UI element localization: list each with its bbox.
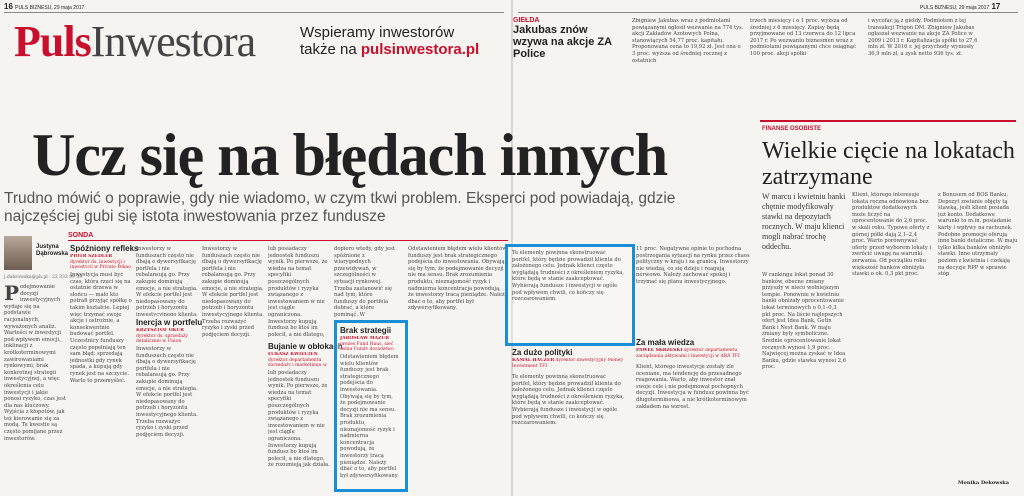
text-bujanie: lub posiadaczy jednostek funduszu wynik. Po pierwsze, że wiedza na temat specyfiki poszczególnych produktów i ryzyka związanego z inwestowaniem w nie jest ciągle ograniczona. Inwestorzy kupują fundusz bo ktoś im polecił, a nie dlatego, że rozumieją jak działa.	[268, 370, 330, 469]
text-spozniony: Inwestycja musi być czas, która rzuci się na ostatnie drzewa w słońcu — mało kto potrafi przyjąć spółkę o takim kształcie. Lepiej więc trzymać swoje akcje i ostrożnie, a konsekwentnie budować portfel. Uczestnicy funduszy często popełniają ten sam błąd: sprzedają jednostki gdy rynek spada, a kupują gdy rynek jest na szczycie. Warto to przemyśleć.	[70, 272, 132, 384]
tagline: Wspieramy inwestorów także na pulsinwestora.pl	[300, 24, 480, 58]
section-title-bujanie: Bujanie w obłokach	[268, 342, 343, 351]
right-article-rule	[760, 120, 1016, 122]
section-title-inercja: Inercja w portfelu	[136, 318, 203, 327]
right-article-col3: z Bonusem od BOS Banku. Depozyt zostanie objęty tą stawką, jeśli klient posiada już konto. Dodatkowe warunki to m.in. posiadanie karty i wpływy na rachunek. Podobne promocje oferują inne banki detaliczne. W maju tylko kilka banków obniżyło stawki. Inne utrzymały poziom z kwietnia i czekają na decyzje RPP w sprawie stóp.	[938, 192, 1018, 278]
right-article-signature: Monika Dekowska	[958, 480, 1009, 486]
left-header-rule	[4, 12, 504, 13]
gielda-teaser: GIEŁDA Jakubas znów wzywa na akcje ZA Police	[513, 17, 625, 60]
left-page-number: 16 PULS BIZNESU, 29 maja 2017	[4, 2, 85, 11]
gielda-title: Jakubas znów wzywa na akcje ZA Police	[513, 24, 612, 60]
main-lead: Trudno mówić o poprawie, gdy nie wiadomo, w czym tkwi problem. Eksperci pod powiadają, gdzie najczęściej gubi się istota inwestowania przez fundusze	[4, 190, 676, 225]
right-article-title: Wielkie cięcie na lokatach zatrzymane	[762, 138, 1015, 190]
author-contact: j.dabrowska@pb.pl · 22 333 99 39	[4, 275, 83, 280]
gielda-col3: i wycofać ją z giełdy. Podmiotem z tej transakcji Trigon DM. Zbigniew Jakubas ogłaszał wezwanie na akcje ZA Police w 2009 i 2013 r. Kapitalizacja spółki to 27,6 mln zł. W 2016 r. jej przychody wyniosły 36,9 mln zł, a zysk netto 936 tys. zł.	[868, 18, 978, 57]
sonda-rule	[68, 240, 508, 241]
section-title-brak: Brak strategii	[340, 326, 392, 335]
text-brak: Odstawieniem błędem wielu klientów funduszy jest brak strategicznego podejścia do inwestowania. Obywają się by tym, że podejmowanie decyzji nie ma sensu. Brak zrozumienia produktu, nieznajomość ryzyk i nadmierna koncentracja powodują, że inwestorzy tracą pieniądze. Należy dbać o to, aby portfel był zdywersyfikowany.	[340, 354, 399, 479]
section-title-spozniony: Spóźniony refleks	[70, 244, 139, 253]
author-name: Justyna Dąbrowska	[36, 244, 69, 257]
right-article-col2: Klient, którego interesuje lokata roczna odnowiona bez produktów dodatkowych może liczyć na oprocentowanie do 2,6 proc. w skali roku. Typowe oferty z górnej półki dają 2,1–2,4 proc. Warto porównywać oferty przed wyborem lokaty i zwrócić uwagę na warunki zerwania. Od początku roku większość banków obniżyła stawki o ok. 0,3 pkt proc.	[852, 192, 932, 278]
text-col6-top: dopiero wtedy, gdy jest spóźnione z wiarygodnych przewidywań, w szczególności w sytuacji rynkowej. Trzeba zastanowić się nad tym, które funduszy do portfela dobrać, a które pominąć. W	[334, 246, 395, 318]
author-photo	[4, 236, 32, 270]
text-col8: 11 proc. Negatywne opinie to pochodna postrzegania sytuacji na rynku przez chaos polityczny w kraju i za granicą. Inwestorzy nie wiedzą, co się dzieje i reagują nerwowo. Należy zachować spokój i trzymać się planu inwestycyjnego.	[636, 246, 750, 285]
pulsinwestora-link[interactable]: pulsinwestora.pl	[360, 41, 480, 58]
byline-duzo: KAMAL HACZER dyrektor inwestycyjny Money Investment TFI	[512, 358, 623, 369]
text-col7: Odstawieniem błędem wielu klientów funduszy jest brak strategicznego podejścia do inwestowania. Obywają się by tym, że podejmowanie decyzji nie ma sensu. Brak zrozumienia produktu, nieznajomość ryzyk i nadmierna koncentracja powodują, że inwestorzy tracą pieniądze. Należy dbać o to, aby portfel był zdywersyfikowany.	[408, 246, 508, 312]
right-article-lead: W marcu i kwietniu banki chętnie modyfikowały stawki na depozytach rocznych. W maju klienci mogli nabrać trochę oddechu.	[762, 192, 846, 251]
text-inercja: Inwestorzy w funduszach często nie dbają o dywersyfikację portfela i nie rebalansują go. Przy zakupie dominują emocje, a nie strategia. W efekcie portfel jest niedopasowany do potrzeb i horyzontu inwestycyjnego klienta. Trzeba rozważyć ryzyko i zyski przed podjęciem decyzji.	[136, 346, 198, 438]
sonda-label: SONDA	[68, 232, 94, 239]
intro-text: Podejmowanie decyzji inwestycyjnych wydaje się na podstawie racjonalnych, wyważonych analiz. Wartości w inwestycji pod wpływem emocji, inklinacji z krótkoterminowymi zawirowaniami rynkowymi, brak konkretnej strategii inwestycyjnej, a więc określenia celu inwestycji i jakie ponosi ryzyko, czas jest dla nas kluczowy. Wyjścia z kłopotów, jak też kierowanie się za modą. Te kwestie są często pomijane przez inwestorów.	[4, 284, 66, 442]
text-col5-top: lub posiadaczy jednostek funduszu wynik. Po pierwsze, że wiedza na temat specyfiki poszczególnych produktów i ryzyka związanego z inwestowaniem w nie jest ciągle ograniczona. Inwestorzy kupują fundusz bo ktoś im polecił, a nie dlatego,	[268, 246, 328, 338]
byline-bujanie: ŁUKASZ KWIECIEŃ dyrektor departamentu sprzedaży i marketingu w	[268, 352, 327, 366]
puls-inwestora-logo: PulsInwestora	[14, 17, 256, 66]
text-mala: Klient, którego inwestycje zostały źle oceniane, ma tendencję do przesadnego reagowania. Warto, aby inwestor znał swoje cele i nie podejmował pochopnych decyzji. Inwestycja w fundusz powinna być długoterminowa, a nie krótkoterminowym zakładem na wzrost.	[636, 364, 749, 410]
right-article-col1: W rankingu lokat ponad 30 banków, obecne zmiany przyszły w nieco wolniejszym tempie. Ponownie w kwietniu banki obniżały oprocentowanie lokat terminowych o 0,1–0,3 pkt proc. Na liście najlepszych ofert jest Idea Bank, Getin Bank i Nest Bank. W maju zmiany były symboliczne. Średnie oprocentowanie lokat rocznych wynosi 1,9 proc. Najwięcej można zyskać w Idea Banku, gdzie stawka wynosi 2,6 proc.	[762, 272, 846, 371]
right-header-rule	[518, 12, 1018, 13]
byline-spozniony: PIOTR SZEDLER dyrektor ds. inwestycji i inwestycji w Private Pekao	[70, 254, 131, 268]
byline-brak: JAROSŁAW MAZUR prezes Fund Haus, sieć usług Fundy doradztwo	[340, 336, 394, 350]
text-col3-top: Inwestorzy w funduszach często nie dbają o dywersyfikację portfela i nie rebalansują go. Przy zakupie dominują emocje, a nie strategia. W efekcie portfel jest niedopasowany do potrzeb i horyzontu inwestycyjnego klienta.	[136, 246, 198, 316]
text-duzo: Te elementy powinna skonstruować portfel, który będzie prowadził klienta do założonego celu. Jednak klienci często wyglądają trudności z określeniem ryzyka, które będą w stanie zaakceptować. Wybierają fundusze i inwestycji w ogóle pod wpływem chwili, co kończy się rozczarowaniem.	[512, 374, 624, 427]
gielda-col2: trzech miesięcy i o 1 proc. wyższa od średniej z 6 miesięcy. Zapisy będą przyjmowane od 13 czerwca do 12 lipca 2017 r. Po wezwaniu biznesmen wraz z podmiotami powiązanymi chce osiągnąć 100 proc. akcji spółki	[750, 18, 856, 57]
right-article-kicker: FINANSE OSOBISTE	[762, 126, 822, 132]
main-headline: Ucz się na błędach innych	[32, 122, 668, 188]
right-page-number: PULS BIZNESU, 29 maja 2017 17	[920, 2, 1001, 11]
text-col4: Inwestorzy w funduszach często nie dbają o dywersyfikację portfela i nie rebalansują go. Przy zakupie dominują emocje, a nie strategia. W efekcie portfel jest niedopasowany do potrzeb i horyzontu inwestycyjnego klienta. Trzeba rozważyć ryzyko i zyski przed podjęciem decyzji.	[202, 246, 264, 338]
gielda-col1: Zbigniew Jakubas wraz z podmiotami powiązanymi ogłosił wezwanie na 774 tys. akcji Zakładów Azotowych Polna, stanowiących 54,77 proc. kapitału. Proponowana cena to 19,92 zł. Jest ona o 3 proc. wyższa od średniej rocznej z ostatnich	[632, 18, 744, 64]
section-title-mala: Za mała wiedza	[636, 338, 695, 347]
text-elements: Te elementy powinna skonstruować portfel, który będzie prowadził klienta do założonego celu. Jednak klienci często wyglądają trudności z określeniem ryzyka, które będą w stanie zaakceptować. Wybierają fundusze i inwestycji w ogóle pod wpływem chwili, co kończy się rozczarowaniem.	[512, 250, 624, 303]
byline-inercja: KRZYSZTOF OKUR dyrektor ds. sprzedaży detalicznej w Union	[136, 328, 188, 342]
section-title-duzo: Za dużo polityki	[512, 348, 573, 357]
byline-mala: PAWEŁ SKRZESKI dyrektor departamentu zarządzania aktywami i inwestycji w ARA TFI	[636, 348, 740, 359]
